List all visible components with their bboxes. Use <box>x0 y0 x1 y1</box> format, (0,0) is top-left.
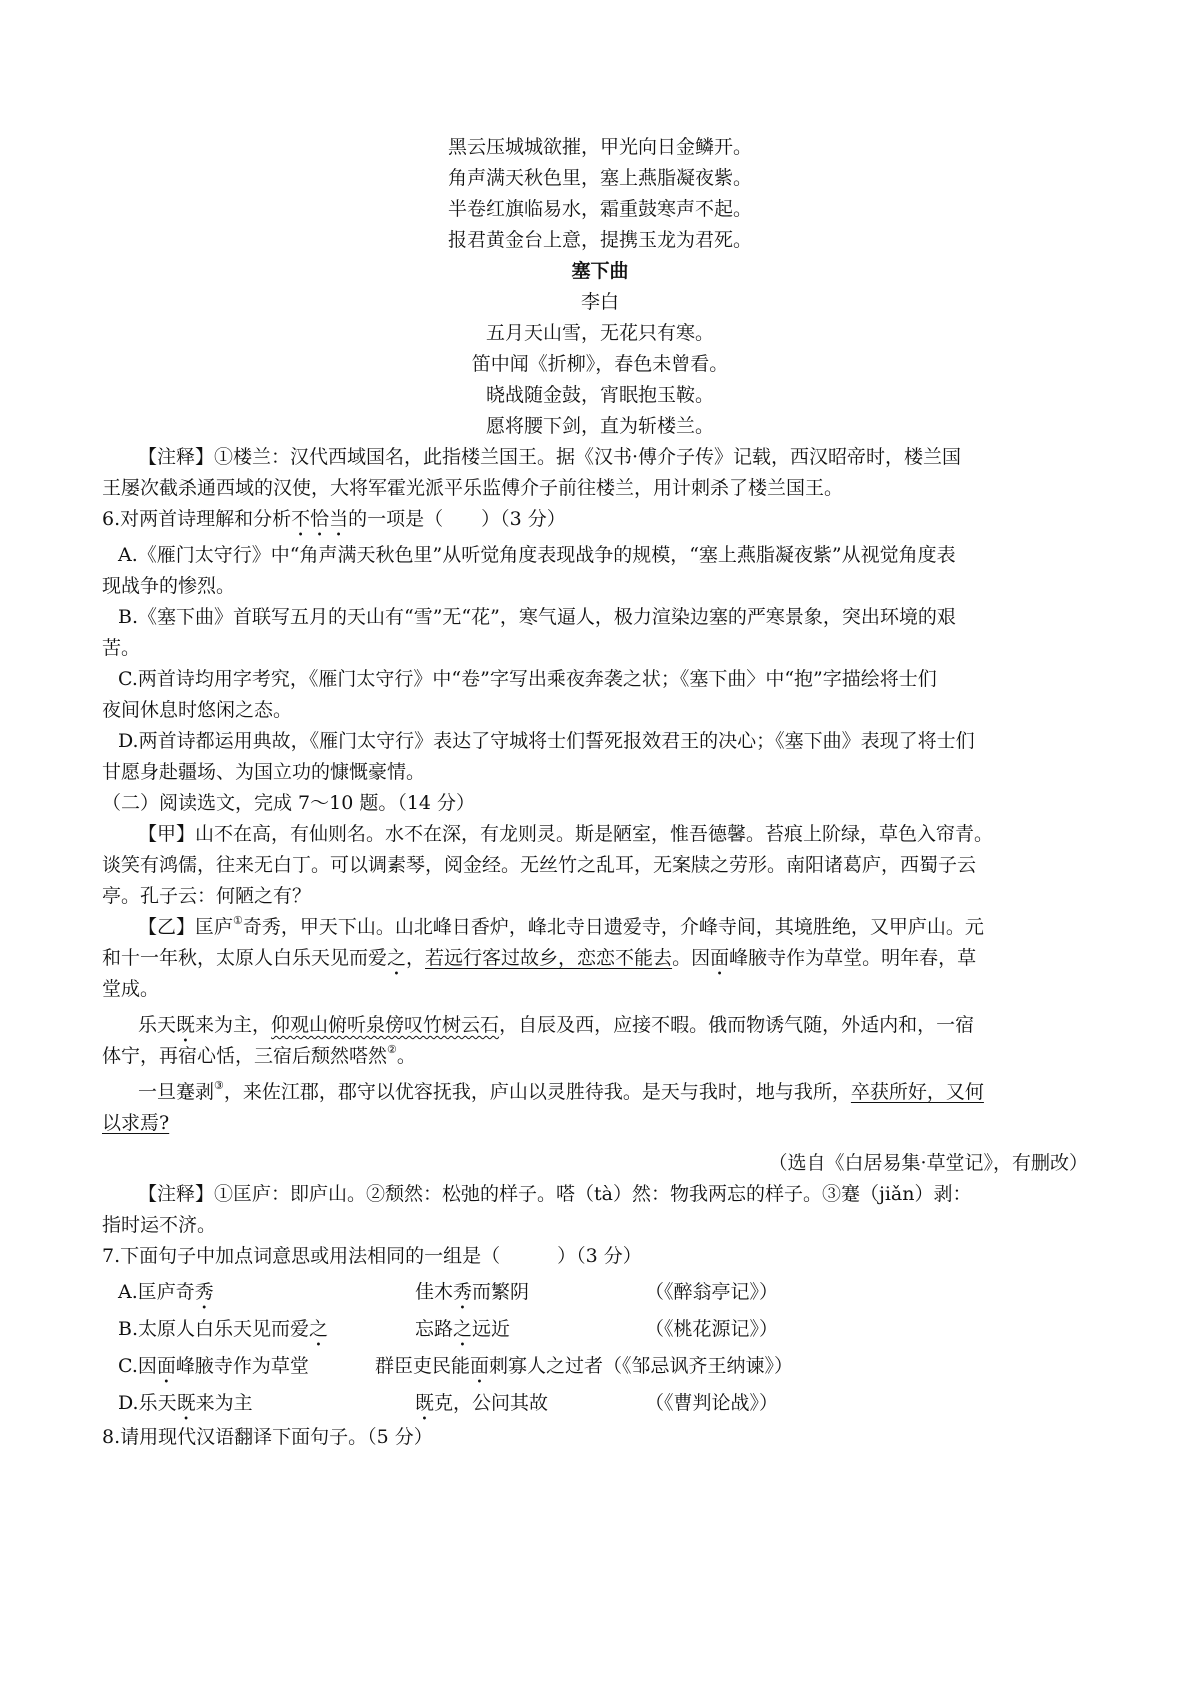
q7-option-b-source: （《桃花源记》） <box>645 1318 779 1340</box>
note2-line-1: 【注释】①匡庐：即庐山。②颓然：松弛的样子。嗒（tà）然：物我两忘的样子。③蹇（jiǎn）剥： <box>138 1183 972 1205</box>
poem2-line-2: 笛中闻《折柳》，春色未曾看。 <box>471 353 729 375</box>
q6-option-c-2: 夜间休息时悠闲之态。 <box>102 699 293 721</box>
q7-option-c-left: C.因面峰腋寺作为草堂 <box>118 1355 309 1377</box>
passage-jia-line-3: 亭。孔子云：何陋之有？ <box>102 885 312 907</box>
poem2-line-4: 愿将腰下剑，直为斩楼兰。 <box>485 415 714 437</box>
footnote-3: ③ <box>214 1078 224 1092</box>
emphasis-dots: 不恰当 <box>291 508 349 530</box>
q7-option-a-left: A.匡庐奇秀 <box>118 1281 214 1303</box>
poem1-line-3: 半卷红旗临易水，霜重鼓寒声不起。 <box>447 198 752 220</box>
q6-option-a-2: 现战争的惨烈。 <box>102 575 236 597</box>
note1-line-1: 【注释】①楼兰：汉代西域国名，此指楼兰国王。据《汉书·傅介子传》记载，西汉昭帝时，楼兰国 <box>138 446 962 468</box>
q6-option-c-1: C.两首诗均用字考究，《雁门太守行》中“卷”字写出乘夜奔袭之状；《塞下曲〉中“抱”字描绘将士们 <box>118 668 937 690</box>
q7-option-c-mid: 群臣吏民能面刺寡人之过者（《邹忌讽齐王纳谏》） <box>375 1355 794 1377</box>
q6-option-d-1: D.两首诗都运用典故，《雁门太守行》表达了守城将士们誓死报效君王的决心；《塞下曲》表现了将士们 <box>118 730 975 752</box>
poem1-line-4: 报君黄金台上意，提携玉龙为君死。 <box>447 229 752 251</box>
footnote-2: ② <box>387 1042 397 1056</box>
q7-option-a-source: （《醉翁亭记》） <box>645 1281 779 1303</box>
underlined-sentence-2a: 卒获所好，又何 <box>850 1081 984 1103</box>
poem1-line-2: 角声满天秋色里，塞上燕脂凝夜紫。 <box>447 167 752 189</box>
q6-option-b-2: 苦。 <box>102 637 141 659</box>
q6-option-b-1: B.《塞下曲》首联写五月的天山有“雪”无“花”，寒气逼人，极力渲染边塞的严寒景象，突出环境的艰 <box>118 606 956 628</box>
passage-p3-line-1: 一旦蹇剥③，来佐江郡，郡守以优容抚我，庐山以灵胜待我。是天与我时，地与我所，卒获所好，又何 <box>138 1078 984 1103</box>
passage-p2-line-1: 乐天既来为主，仰观山俯听泉傍叹竹树云石，自辰及西，应接不暇。俄而物诱气随，外适内和，一宿 <box>138 1014 975 1036</box>
section2-heading: （二）阅读选文，完成 7～10 题。（14 分） <box>102 792 476 814</box>
q7-option-d-left: D.乐天既来为主 <box>118 1392 253 1414</box>
poem2-line-3: 晓战随金鼓，宵眠抱玉鞍。 <box>485 384 714 406</box>
passage-yi-line-2: 和十一年秋，太原人白乐天见而爱之，若远行客过故乡，恋恋不能去。因面峰腋寺作为草堂。明年春，草 <box>102 947 977 969</box>
passage-p3-line-2 <box>102 1110 169 1136</box>
poem2-author: 李白 <box>580 291 619 313</box>
q7-option-a-mid: 佳木秀而繁阴 <box>415 1281 530 1303</box>
passage-jia-line-2: 谈笑有鸿儒，往来无白丁。可以调素琴，阅金经。无丝竹之乱耳，无案牍之劳形。南阳诸葛庐，西蜀子云 <box>102 854 977 876</box>
wavy-underlined-sentence: 仰观山俯听泉傍叹竹树云石 <box>271 1014 500 1036</box>
note1-line-2: 王屡次截杀通西域的汉使，大将军霍光派平乐监傅介子前往楼兰，用计刺杀了楼兰国王。 <box>102 477 844 499</box>
underlined-sentence-1: 若远行客过故乡，恋恋不能去 <box>425 947 673 969</box>
poem2-line-1: 五月天山雪，无花只有寒。 <box>485 322 714 344</box>
q8-stem: 8.请用现代汉语翻译下面句子。（5 分） <box>102 1426 433 1448</box>
passage-p2-line-2: 体宁，再宿心恬，三宿后颓然嗒然②。 <box>102 1042 416 1067</box>
note2-line-2: 指时运不济。 <box>102 1214 217 1236</box>
q7-option-b-mid: 忘路之远近 <box>415 1318 511 1340</box>
poem2-title: 塞下曲 <box>571 260 629 282</box>
q6-option-a-1: A.《雁门太守行》中“角声满天秋色里”从听觉角度表现战争的规模，“塞上燕脂凝夜紫”从视觉角度表 <box>118 544 956 566</box>
q7-option-d-mid: 既克，公问其故 <box>415 1392 549 1414</box>
poem1-line-1: 黑云压城城欲摧，甲光向日金鳞开。 <box>447 136 752 158</box>
q7-option-b-left: B.太原人白乐天见而爱之 <box>118 1318 329 1340</box>
q7-stem: 7.下面句子中加点词意思或用法相同的一组是（ ）（3 分） <box>102 1245 642 1267</box>
passage-yi-line-1: 【乙】匡庐①奇秀，甲天下山。山北峰日香炉，峰北寺日遗爱寺，介峰寺间，其境胜绝，又甲庐山。元 <box>138 913 984 938</box>
passage-yi-line-3: 堂成。 <box>102 978 160 1000</box>
footnote-1: ① <box>233 913 243 927</box>
q6-stem: 6.对两首诗理解和分析不恰当的一项是（ ）（3 分） <box>102 508 566 530</box>
q7-option-d-source: （《曹判论战》） <box>645 1392 779 1414</box>
q6-option-d-2: 甘愿身赴疆场、为国立功的慷慨豪情。 <box>102 761 426 783</box>
passage-jia-line-1: 【甲】山不在高，有仙则名。水不在深，有龙则灵。斯是陋室，惟吾德馨。苔痕上阶绿，草色入帘青。 <box>138 823 994 845</box>
underlined-sentence-2b: 以求焉? <box>102 1112 170 1134</box>
passage-source: （选自《白居易集·草堂记》，有删改） <box>768 1152 1088 1174</box>
